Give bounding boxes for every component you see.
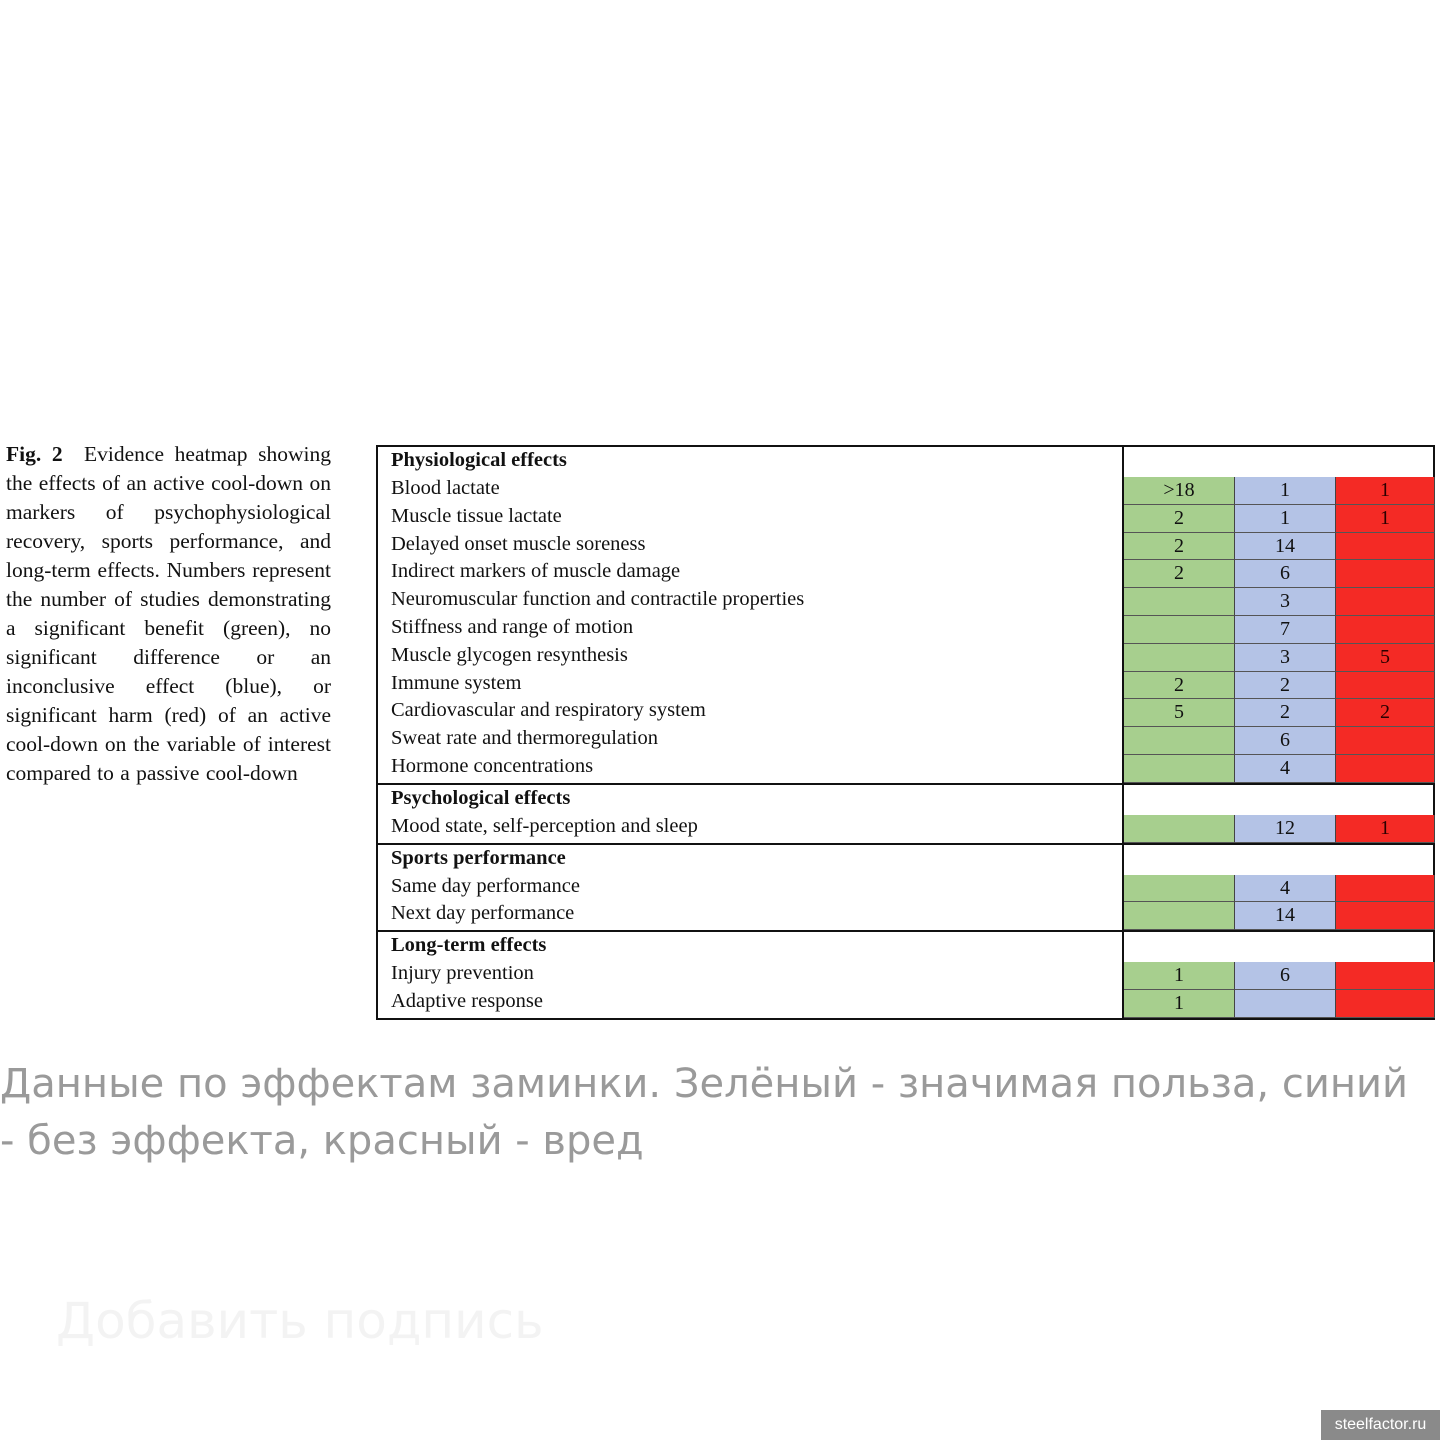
heatmap-cell-benefit: 1	[1124, 962, 1235, 990]
heatmap-cell-benefit: 2	[1124, 533, 1235, 561]
figure-caption-text: Evidence heatmap showing the effects of an active cool-down on markers of psychophysiological recovery, sports performance, and long-term effects. Numbers represent the number of studies demonstrating a significant benefit (green), no significant difference or an inconclusive effect (blue), or significant harm (red) of an active cool-down on the variable of interest compared to a passive cool-down	[6, 442, 332, 785]
label-column	[378, 447, 1124, 783]
heatmap-cell-harm	[1336, 588, 1435, 616]
heatmap-cell-benefit	[1124, 875, 1235, 903]
heatmap-cell-harm: 1	[1336, 477, 1435, 505]
heatmap-cell-harm	[1336, 727, 1435, 755]
heatmap-cell-benefit: 5	[1124, 699, 1235, 727]
label-column	[378, 845, 1124, 931]
row-label: Mood state, self-perception and sleep	[391, 814, 698, 837]
heatmap-cells	[1124, 845, 1433, 931]
row-label: Adaptive response	[391, 989, 543, 1012]
heatmap-cell-no-difference: 14	[1235, 533, 1336, 561]
heatmap-cell-benefit: 2	[1124, 560, 1235, 588]
heatmap-cell-harm	[1336, 875, 1435, 903]
row-label: Indirect markers of muscle damage	[391, 560, 681, 583]
row-label: Muscle tissue lactate	[391, 504, 562, 527]
heatmap-cell-harm: 1	[1336, 815, 1435, 843]
heatmap-cell-no-difference: 1	[1235, 505, 1336, 533]
heatmap-cells	[1124, 785, 1433, 843]
heatmap-cell-benefit: 1	[1124, 990, 1235, 1018]
heatmap-cell-no-difference: 14	[1235, 902, 1336, 930]
row-label: Injury prevention	[391, 962, 534, 985]
heatmap-section	[376, 930, 1435, 1020]
label-column	[378, 785, 1124, 843]
row-label: Neuromuscular function and contractile properties	[391, 588, 805, 611]
heatmap-cell-harm	[1336, 902, 1435, 930]
row-label: Same day performance	[391, 874, 580, 897]
heatmap-cell-benefit: >18	[1124, 477, 1235, 505]
heatmap-section	[376, 783, 1435, 845]
heatmap-cell-benefit: 2	[1124, 672, 1235, 700]
heatmap-section	[376, 445, 1435, 785]
row-label: Stiffness and range of motion	[391, 616, 634, 638]
heatmap-cells	[1124, 447, 1433, 783]
heatmap-cell-harm	[1336, 755, 1435, 783]
row-label: Immune system	[391, 671, 522, 694]
heatmap-cell-benefit	[1124, 902, 1235, 930]
photo-caption: Данные по эффектам заминки. Зелёный - значимая польза, синий - без эффекта, красный - вред	[0, 1061, 1408, 1164]
heatmap-cell-harm	[1336, 990, 1435, 1018]
heatmap-cell-no-difference: 3	[1235, 644, 1336, 672]
heatmap-cell-harm: 5	[1336, 644, 1435, 672]
figure-label: Fig. 2	[6, 442, 63, 466]
row-label: Delayed onset muscle soreness	[391, 532, 646, 555]
section-title: Physiological effects	[391, 449, 567, 471]
evidence-heatmap	[376, 445, 1435, 1014]
heatmap-cell-harm: 1	[1336, 505, 1435, 533]
heatmap-cell-no-difference: 7	[1235, 616, 1336, 644]
heatmap-cell-no-difference: 12	[1235, 815, 1336, 843]
heatmap-section	[376, 843, 1435, 933]
section-title: Psychological effects	[391, 786, 571, 809]
heatmap-cell-harm	[1336, 672, 1435, 700]
heatmap-cells	[1124, 932, 1433, 1018]
section-title: Sports performance	[391, 846, 566, 869]
row-label: Blood lactate	[391, 477, 500, 499]
section-title: Long-term effects	[391, 934, 547, 957]
row-label: Muscle glycogen resynthesis	[391, 643, 628, 666]
heatmap-cell-no-difference: 3	[1235, 588, 1336, 616]
label-column	[378, 932, 1124, 1018]
heatmap-cell-no-difference: 6	[1235, 727, 1336, 755]
row-label: Next day performance	[391, 902, 575, 925]
figure-caption	[6, 440, 331, 788]
watermark: steelfactor.ru	[1321, 1410, 1440, 1440]
heatmap-cell-no-difference: 4	[1235, 875, 1336, 903]
row-label: Cardiovascular and respiratory system	[391, 699, 706, 722]
heatmap-cell-harm	[1336, 962, 1435, 990]
heatmap-cell-harm	[1336, 560, 1435, 588]
heatmap-cell-harm: 2	[1336, 699, 1435, 727]
heatmap-cell-benefit	[1124, 755, 1235, 783]
heatmap-cell-no-difference	[1235, 990, 1336, 1018]
heatmap-cell-benefit	[1124, 588, 1235, 616]
heatmap-cell-no-difference: 2	[1235, 672, 1336, 700]
heatmap-cell-no-difference: 4	[1235, 755, 1336, 783]
row-label: Hormone concentrations	[391, 755, 594, 777]
heatmap-cell-benefit	[1124, 727, 1235, 755]
heatmap-cell-no-difference: 1	[1235, 477, 1336, 505]
heatmap-cell-benefit	[1124, 616, 1235, 644]
heatmap-cell-harm	[1336, 616, 1435, 644]
add-caption-placeholder[interactable]: Добавить подпись	[56, 1292, 544, 1350]
heatmap-cell-benefit	[1124, 815, 1235, 843]
heatmap-cell-no-difference: 2	[1235, 699, 1336, 727]
heatmap-cell-no-difference: 6	[1235, 962, 1336, 990]
heatmap-cell-benefit: 2	[1124, 505, 1235, 533]
heatmap-cell-harm	[1336, 533, 1435, 561]
heatmap-cell-benefit	[1124, 644, 1235, 672]
heatmap-cell-no-difference: 6	[1235, 560, 1336, 588]
row-label: Sweat rate and thermoregulation	[391, 727, 658, 750]
